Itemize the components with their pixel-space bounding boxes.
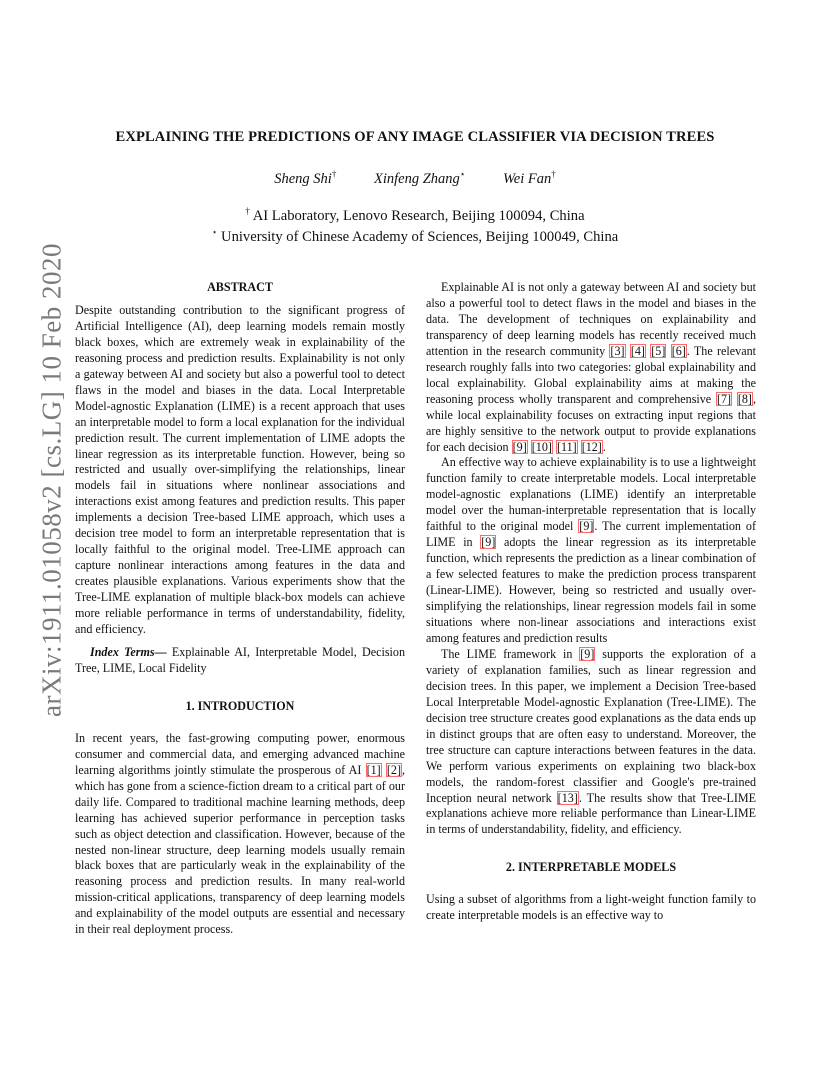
citation-link[interactable]: [6]: [671, 343, 686, 358]
author: Sheng Shi†: [274, 169, 337, 187]
affiliation-ucas: ⋆ University of Chinese Academy of Sciences, Beijing 100049, China: [211, 227, 619, 245]
citation-link[interactable]: [7]: [716, 391, 732, 406]
citation-link[interactable]: [3]: [610, 343, 625, 358]
citation-link[interactable]: [8]: [737, 391, 752, 406]
citation-link[interactable]: [9]: [579, 519, 594, 534]
citation-link[interactable]: [5]: [651, 343, 666, 358]
index-terms: Index Terms— Explainable AI, Interpretable Model, Decision Tree, LIME, Local Fidelity: [75, 644, 405, 675]
abstract-heading: ABSTRACT: [207, 280, 273, 294]
section-1-heading: 1. INTRODUCTION: [185, 698, 295, 713]
citation-link[interactable]: [12]: [581, 439, 602, 454]
citation-link[interactable]: [9]: [481, 535, 496, 550]
citation-link[interactable]: [9]: [580, 646, 595, 661]
author: Xinfeng Zhang⋆: [373, 169, 466, 187]
paper-title: EXPLAINING THE PREDICTIONS OF ANY IMAGE CLASSIFIER VIA DECISION TREES: [115, 129, 715, 145]
right-paragraph-1: Explainable AI is not only a gateway between AI and society but also a powerful tool to detect flaws in the model and biases in the data. The development of techniques on explainability and transparency of deep learning models has recently received much attention in the research community [3] [4] [5] [6]. The relevant research roughly falls into two categories: global explainability and local explainability. Global explainability aims at making the reasoning process wholly transparent and comprehensive [7] [8], while local explainability focuses on extracting input regions that are highly sensitive to the network output to provide explanations for each decision [9] [10] [11] [12].: [426, 280, 756, 454]
author: Wei Fan†: [503, 169, 556, 187]
intro-paragraph: In recent years, the fast-growing computing power, enormous consumer and commercial data, and emerging advanced machine learning algorithms jointly stimulate the prosperous of AI [1] [2], which has gone from a science-fiction dream to a critical part of our daily life. Compared to traditional machine learning methods, deep learning has achieved superior performance in perception tasks such as object detection and classification. However, because of the nested non-linear structure, deep learning models usually remain black boxes that are particularly weak in the explainability of the reasoning process and prediction results. In many real-world mission-critical applications, transparency of deep learning models and explainability of the model outputs are essential and necessary in their real deployment process.: [75, 730, 406, 937]
affiliation-lenovo: † AI Laboratory, Lenovo Research, Beijing 100094, China: [245, 206, 585, 224]
citation-link[interactable]: [11]: [556, 439, 577, 454]
citation-link[interactable]: [10]: [531, 439, 552, 454]
right-paragraph-3: The LIME framework in [9] supports the exploration of a variety of explanation families, such as linear regression and decision trees. In this paper, we implement a Decision Tree-based Local Interpretable Model-agnostic Explanation (Tree-LIME). The decision tree structure creates good explanations as the data ends up in distinct groups that are often easy to understand. Moreover, the tree structure can capture interactions between features in the data. We perform various experiments on explaining two black-box models, the random-forest classifier and Google's pre-trained Inception neural network [13]. The results show that Tree-LIME explanations achieve more reliable performance than Linear-LIME in terms of understandability, fidelity, and efficiency.: [426, 646, 757, 837]
left-column: [75, 280, 405, 938]
section-2-heading: 2. INTERPRETABLE MODELS: [505, 860, 677, 875]
citation-link[interactable]: [2]: [386, 762, 401, 777]
citation-link[interactable]: [4]: [630, 343, 645, 358]
section-2-paragraph: Using a subset of algorithms from a light-weight function family to create interpretable models is an effective way to: [426, 892, 756, 923]
right-column: [426, 280, 756, 924]
author-list: [70, 169, 760, 188]
abstract-body: Despite outstanding contribution to the significant progress of Artificial Intelligence (AI), deep learning models remain mostly black boxes, which are extremely weak in explainability of the reasoning process and prediction results. Explainability is not only a gateway between AI and society but also a powerful tool to detect flaws in the model and biases in the data. Local Interpretable Model-agnostic Explanation (LIME) is a recent approach that uses an interpretable model to form a local explanation for the individual prediction result. The current implementation of LIME adopts the linear regression as its interpretable function. However, being so restricted and usually over-simplifying the relationships, linear models fail in situations where nonlinear associations and interactions exist among features and prediction results. This paper implements a decision Tree-based LIME approach, which uses a decision tree model to form an interpretable representation that is locally faithful to the original model. Tree-LIME approach can capture nonlinear interactions among features in the data and creates plausible explanations. Various experiments show that the Tree-LIME explanation of multiple black-box models can achieve more reliable performance in terms of understandability, fidelity, and efficiency.: [75, 302, 405, 637]
right-paragraph-2: An effective way to achieve explainability is to use a lightweight function family to create interpretable models. Local interpretable model-agnostic explanations (LIME) identify an interpretable model over the human-interpretable representation that is locally faithful to the original model [9]. The current implementation of LIME in [9] adopts the linear regression as its interpretable function, which represents the prediction as a linear combination of a few selected features to make the prediction process transparent (Linear-LIME). However, being so restricted and usually over-simplifying the relationships, linear regression models fail in some situations where non-linear associations and interactions exist among features and prediction results: [426, 455, 757, 645]
arxiv-identifier: arXiv:1911.01058v2 [cs.LG] 10 Feb 2020: [36, 243, 67, 717]
citation-link[interactable]: [13]: [557, 790, 578, 805]
citation-link[interactable]: [1]: [366, 762, 381, 777]
citation-link[interactable]: [9]: [512, 439, 527, 454]
